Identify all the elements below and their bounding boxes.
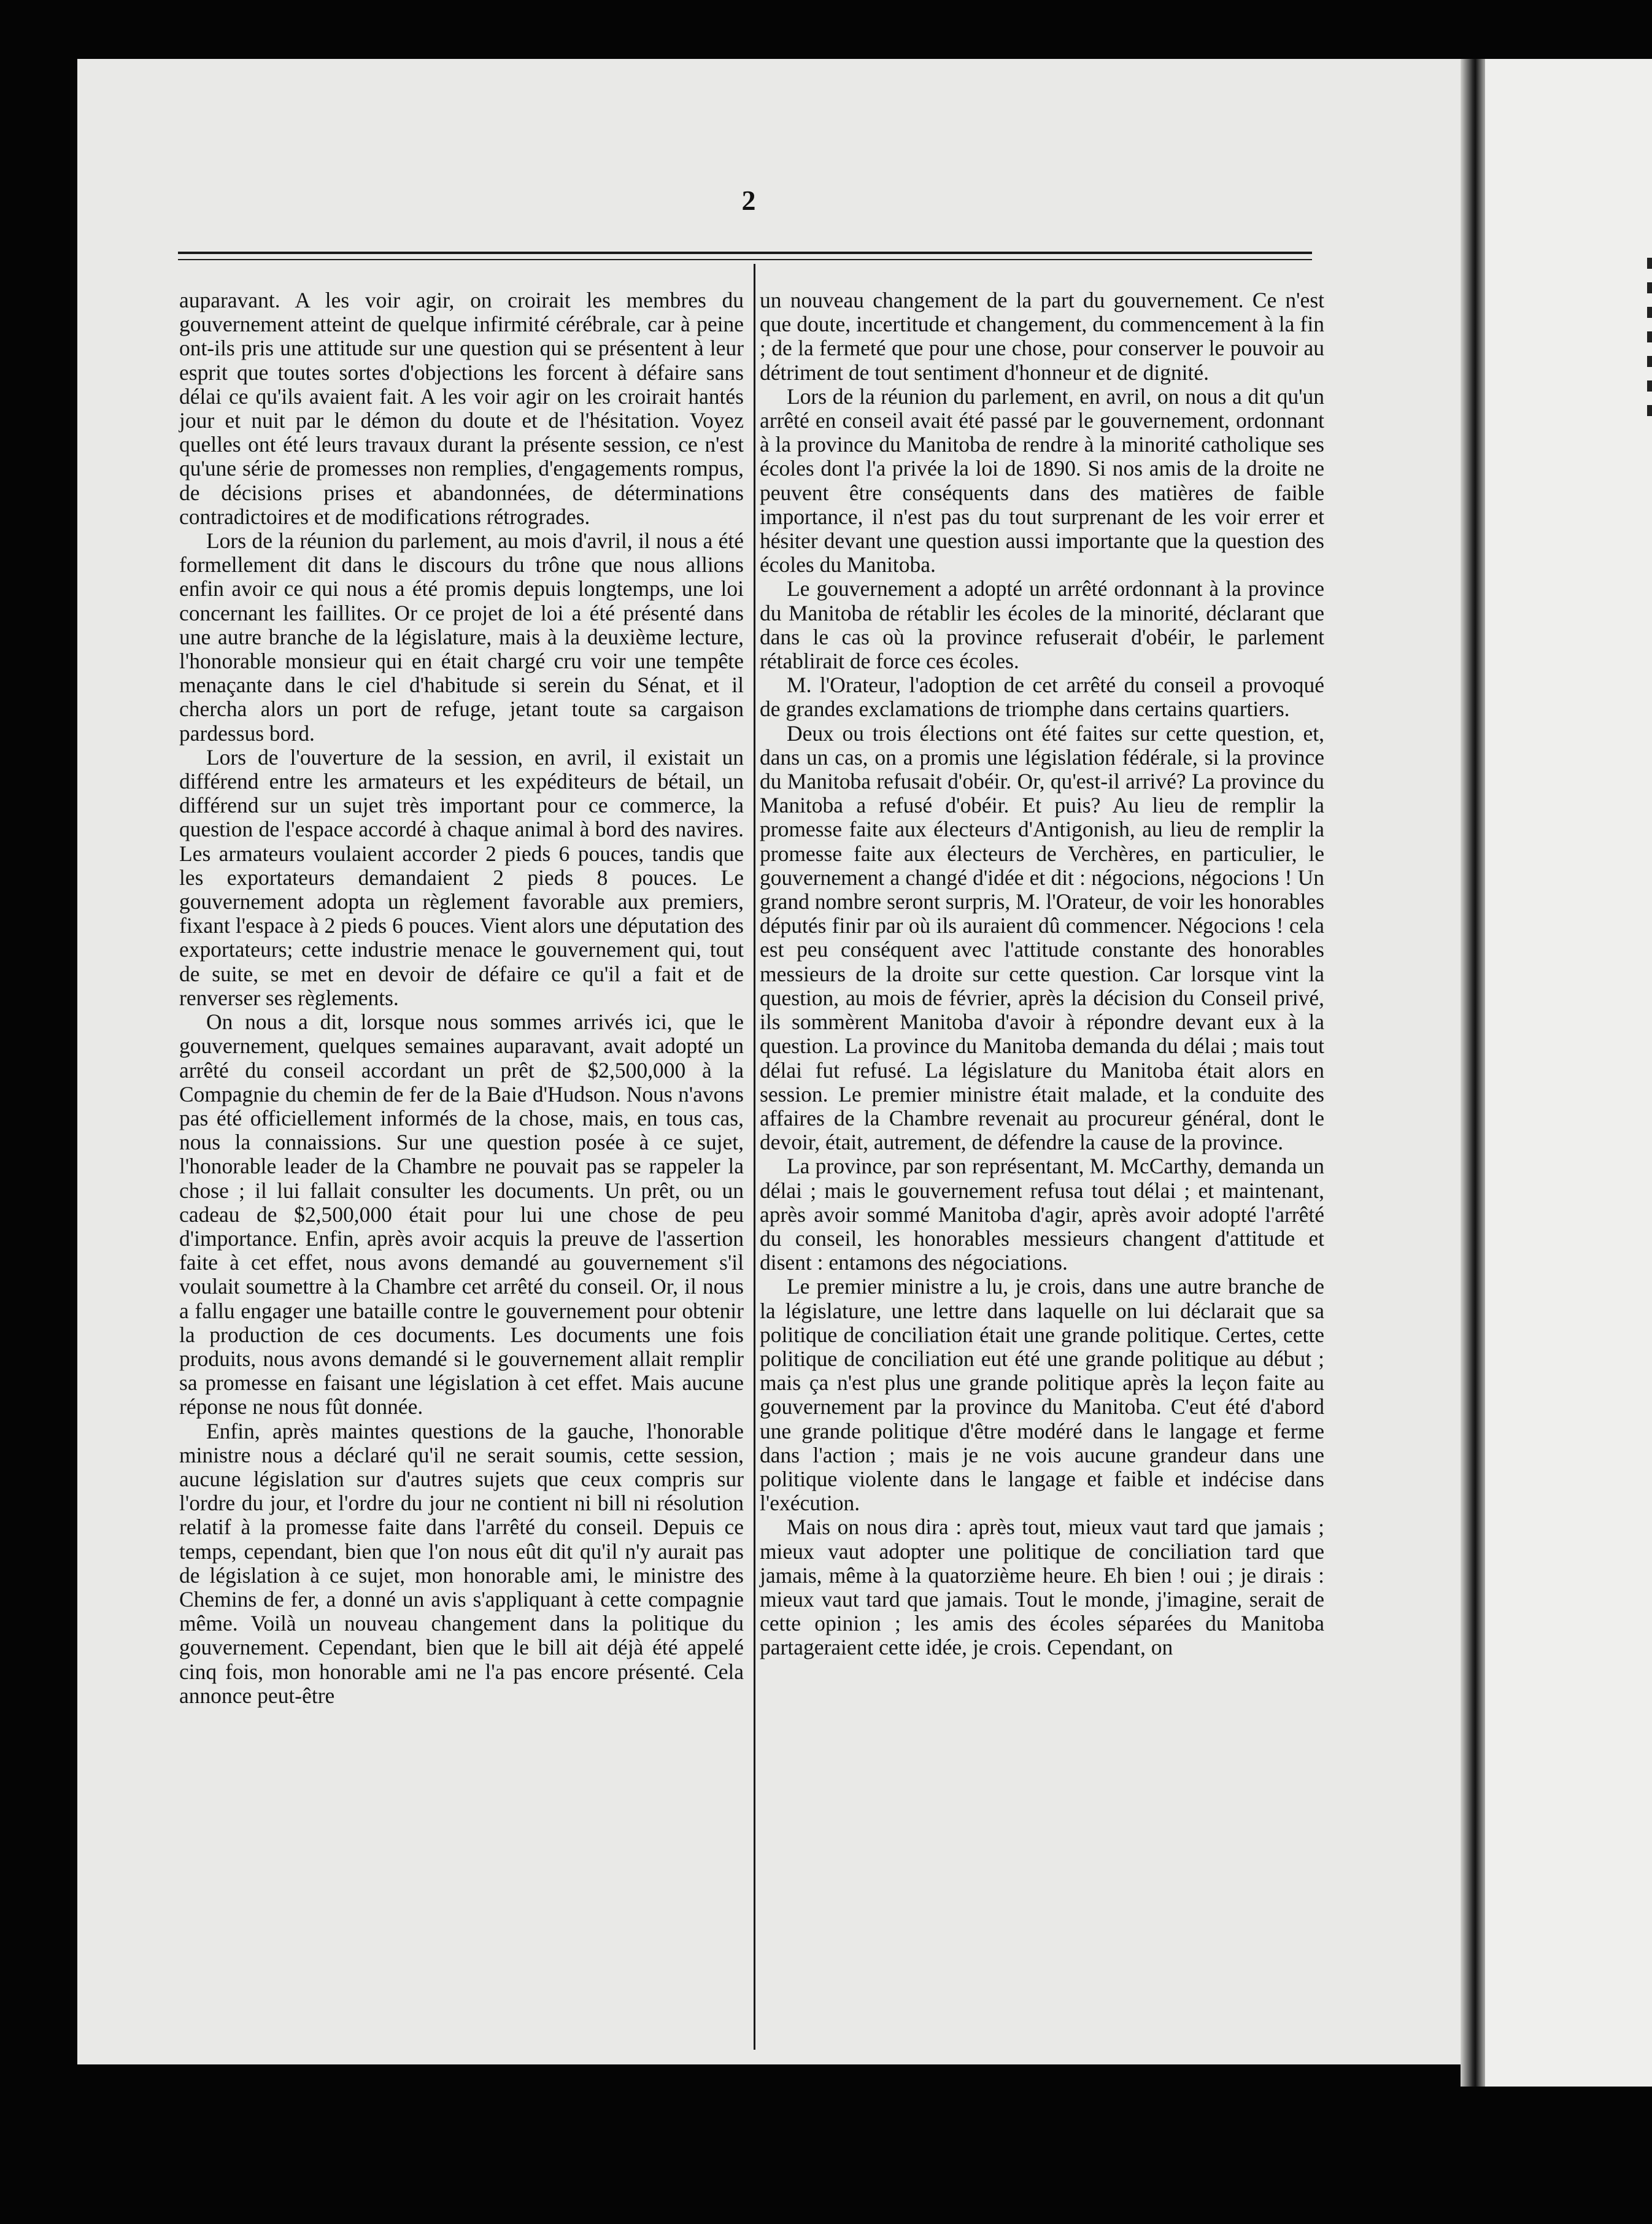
column-divider (754, 264, 755, 2050)
paragraph: auparavant. A les voir agir, on croirait les membres du gouvernement atteint de quelque infirmité cérébrale, car à peine ont-ils pris une attitude sur une question qui se présentent à leur esprit que toutes sortes d'objections les forcent à défaire sans délai ce qu'ils avaient fait. A les voir agir on les croirait hantés jour et nuit par le démon du doute et de l'hésitation. Voyez quelles ont été leurs travaux durant la présente session, ce n'est qu'une série de promesses non remplies, d'engagements rompus, de décisions prises et abandonnées, de déterminations contradictoires et de modifications rétrogrades. (179, 288, 744, 529)
paragraph: On nous a dit, lorsque nous sommes arrivés ici, que le gouvernement, quelques semaines auparavant, avait adopté un arrêté du conseil accordant un prêt de $2,500,000 à la Compagnie du chemin de fer de la Baie d'Hudson. Nous n'avons pas été officiellement informés de la chose, mais, en tous cas, nous la connaissions. Sur une question posée à ce sujet, l'honorable leader de la Chambre ne pouvait pas se rappeler la chose ; il lui fallait consulter les documents. Un prêt, ou un cadeau de $2,500,000 était pour lui une chose de peu d'importance. Enfin, après avoir acquis la preuve de l'assertion faite à cet effet, nous avons demandé au gouvernement s'il voulait soumettre à la Chambre cet arrêté du conseil. Or, il nous a fallu engager une bataille contre le gouvernement pour obtenir la production de ces documents. Les documents une fois produits, nous avons demandé si le gouvernement allait remplir sa promesse en faisant une législation à cet effet. Mais aucune réponse ne nous fût donnée. (179, 1010, 744, 1419)
paragraph: Lors de la réunion du parlement, au mois d'avril, il nous a été formellement dit dans le discours du trône que nous allions enfin avoir ce qui nous a été promis depuis longtemps, une loi concernant les faillites. Or ce projet de loi a été présenté dans une autre branche de la législature, mais à la deuxième lecture, l'honorable monsieur qui en était chargé cru voir une tempête menaçante dans le ciel d'habitude si serein du Sénat, et il chercha alors un port de refuge, jetant toute sa cargaison pardessus bord. (179, 528, 744, 746)
paragraph: Le premier ministre a lu, je crois, dans une autre branche de la législature, une lettre dans laquelle on lui déclarait que sa politique de conciliation était une grande politique. Certes, cette politique de conciliation eut été une grande politique au début ; mais ça n'est plus une grande politique après la leçon faite au gouvernement par la province du Manitoba. C'eut été d'abord une grande politique d'être modéré dans le langage et ferme dans l'action ; mais je ne vois aucune grandeur dans une politique violente dans le langage et faible et indécise dans l'exécution. (760, 1274, 1324, 1516)
book-spine (1461, 59, 1488, 2087)
page-number: 2 (741, 185, 756, 216)
paragraph: Lors de l'ouverture de la session, en avril, il existait un différend entre les armateurs et les expéditeurs de bétail, un différend sur un sujet très important pour ce commerce, la question de l'espace accordé à chaque animal à bord des navires. Les armateurs voulaient accorder 2 pieds 6 pouces, tandis que les exportateurs demandaient 2 pieds 8 pouces. Le gouvernement adopta un règlement favorable aux premiers, fixant l'espace à 2 pieds 6 pouces. Vient alors une députation des exportateurs; cette industrie menace le gouvernement qui, tout de suite, se met en devoir de défaire ce qu'il a fait et de renverser ses règlements. (179, 744, 744, 1010)
paragraph: Enfin, après maintes questions de la gauche, l'honorable ministre nous a déclaré qu'il ne serait soumis, cette session, aucune législation sur d'autres sujets que ceux compris sur l'ordre du jour, et l'ordre du jour ne contient ni bill ni résolution relatif à la promesse faite dans l'arrêté du conseil. Depuis ce temps, cependant, bien que l'on nous eût dit qu'il n'y aurait pas de législation à ce sujet, mon honorable ami, le ministre des Chemins de fer, a donné un avis s'appliquant à cette compagnie même. Voilà un nouveau changement dans la politique du gouvernement. Cependant, bien que le bill ait déjà été appelé cinq fois, mon honorable ami ne l'a pas encore présenté. Cela annonce peut-être (179, 1418, 744, 1708)
right-column (760, 288, 1324, 1660)
paragraph: La province, par son représentant, M. McCarthy, demanda un délai ; mais le gouvernement refusa tout délai ; et maintenant, après avoir sommé Manitoba d'agir, après avoir adopté l'arrêté du conseil, les honorables messieurs changent d'attitude et disent : entamons des négociations. (760, 1154, 1324, 1275)
header-rule (178, 252, 1312, 254)
paragraph: Deux ou trois élections ont été faites sur cette question, et, dans un cas, on a promis une législation fédérale, si la province du Manitoba refusait d'obéir. Or, qu'est-il arrivé? La province du Manitoba a refusé d'obéir. Et puis? Au lieu de remplir la promesse faite aux électeurs d'Antigonish, au lieu de remplir la promesse faite aux électeurs de Verchères, en particulier, le gouvernement a changé d'idée et dit : négocions, négocions ! Un grand nombre seront surpris, M. l'Orateur, de voir les honorables députés finir par où ils auraient dû commencer. Négocions ! cela est peu conséquent avec l'attitude constante des honorables messieurs de la droite sur cette question. Car lorsque vint la question, au mois de février, après la décision du Conseil privé, ils sommèrent Manitoba d'avoir à répondre devant eux à la question. La province du Manitoba demanda du délai ; mais tout délai fut refusé. La législature du Manitoba était alors en session. Le premier ministre était malade, et la conduite des affaires de la Chambre revenait au procureur général, dont le devoir, était, autrement, de défendre la cause de la province. (760, 720, 1324, 1155)
left-column (179, 288, 744, 1708)
paragraph: Lors de la réunion du parlement, en avril, on nous a dit qu'un arrêté en conseil avait été passé par le gouvernement, ordonnant à la province du Manitoba de rendre à la minorité catholique ses écoles dont l'a privée la loi de 1890. Si nos amis de la droite ne peuvent être conséquents dans des matières de faible importance, il n'est pas du tout surprenant de les voir errer et hésiter devant une question aussi importante que la question des écoles du Manitoba. (760, 384, 1324, 577)
paragraph: Mais on nous dira : après tout, mieux vaut tard que jamais ; mieux vaut adopter une politique de conciliation tard que jamais, même à la quatorzième heure. Eh bien ! oui ; je dirais : mieux vaut tard que jamais. Tout le monde, j'imagine, serait de cette opinion ; les amis des écoles séparées du Manitoba partageraient cette idée, je crois. Cependant, on (760, 1515, 1324, 1660)
header-rule-thin (178, 259, 1312, 260)
facing-page-edge (1485, 59, 1652, 2087)
paragraph: un nouveau changement de la part du gouvernement. Ce n'est que doute, incertitude et changement, du commencement à la fin ; de la fermeté que pour une chose, pour conserver le pouvoir au détriment de tout sentiment d'honneur et de dignité. (760, 288, 1324, 385)
paragraph: Le gouvernement a adopté un arrêté ordonnant à la province du Manitoba de rétablir les écoles de la minorité, déclarant que dans le cas où la province refuserait d'obéir, le parlement rétablirait de force ces écoles. (760, 576, 1324, 674)
facing-page-text-fragment (1647, 258, 1652, 417)
paragraph: M. l'Orateur, l'adoption de cet arrêté du conseil a provoqué de grandes exclamations de triomphe dans certains quartiers. (760, 673, 1324, 722)
